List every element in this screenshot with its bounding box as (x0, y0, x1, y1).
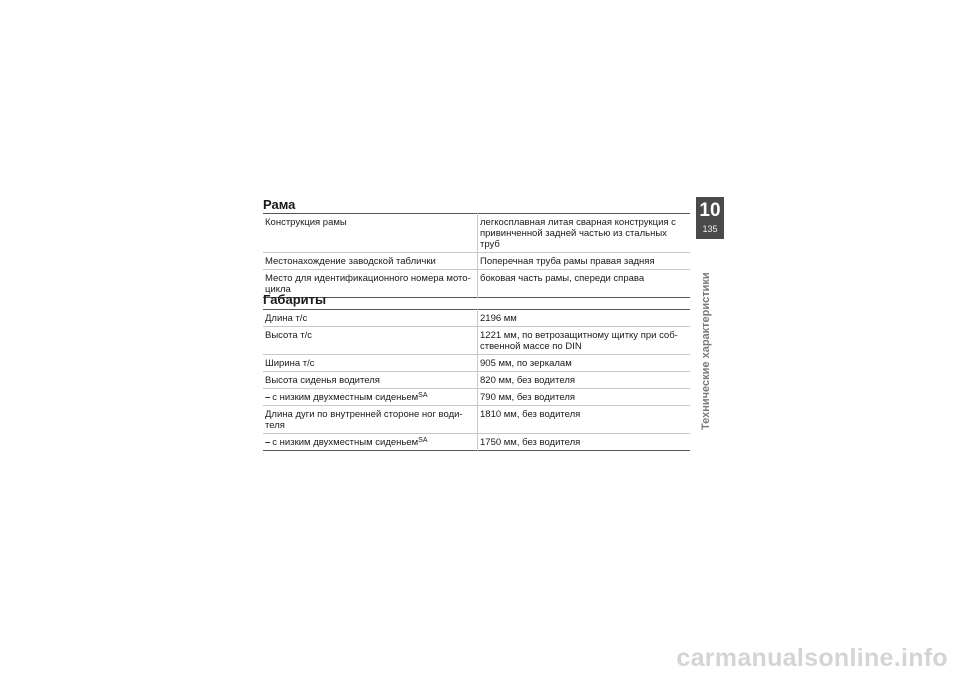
dash-icon: – (265, 437, 271, 448)
spec-value: Поперечная труба рамы правая задняя (478, 253, 691, 270)
spec-value: 1750 мм, без водителя (478, 434, 691, 451)
page-number: 135 (702, 224, 718, 234)
spec-value: 790 мм, без водителя (478, 389, 691, 406)
table-row (263, 253, 690, 270)
chapter-number: 10 (699, 200, 721, 221)
spec-value: 905 мм, по зеркалам (478, 355, 691, 372)
spec-key: Высота сиденья водителя (263, 372, 478, 389)
table-row (263, 355, 690, 372)
table-row (263, 434, 690, 451)
spec-key-text: с низким двухместным сиденьем (272, 437, 419, 448)
option-marker: SA (418, 392, 428, 399)
table-row (263, 389, 690, 406)
spec-key-sub (263, 434, 478, 451)
spec-value: 1810 мм, без водителя (478, 406, 691, 434)
spec-key: Место для идентификационного номера мото-цикла (263, 270, 478, 298)
watermark: carmanualsonline.info (676, 644, 948, 672)
spec-value: легкосплавная литая сварная конструкция с привинченной задней частью из стальных труб (478, 214, 691, 253)
spec-value: боковая часть рамы, спереди справа (478, 270, 691, 298)
table-row (263, 310, 690, 327)
spec-key: Длина т/с (265, 313, 308, 324)
spec-key-text: с низким двухместным сиденьем (272, 392, 419, 403)
spec-key: Местонахождение заводской таблички (263, 253, 478, 270)
section-title-dimensions: Габариты (263, 292, 327, 307)
spec-value: 1221 мм, по ветрозащитному щитку при соб-ственной массе по DIN (478, 327, 691, 355)
spec-key: Высота т/с (263, 327, 478, 355)
table-row (263, 327, 690, 355)
spec-value: 820 мм, без водителя (478, 372, 691, 389)
dash-icon: – (265, 392, 271, 403)
chapter-tab (696, 197, 724, 239)
chapter-side-title: Технические характеристики (700, 272, 712, 430)
table-row (263, 372, 690, 389)
spec-key-sub (263, 389, 478, 406)
spec-key: Длина дуги по внутренней стороне ног води-теля (263, 406, 478, 434)
spec-key: Ширина т/с (263, 355, 478, 372)
spec-value: 2196 мм (478, 310, 691, 327)
dimensions-spec-table (263, 309, 690, 451)
frame-spec-table (263, 213, 690, 298)
table-row (263, 270, 690, 298)
table-row (263, 406, 690, 434)
spec-key: Конструкция рамы (265, 217, 347, 228)
section-title-frame: Рама (263, 197, 296, 212)
option-marker: SA (418, 437, 428, 444)
table-row (263, 214, 690, 253)
